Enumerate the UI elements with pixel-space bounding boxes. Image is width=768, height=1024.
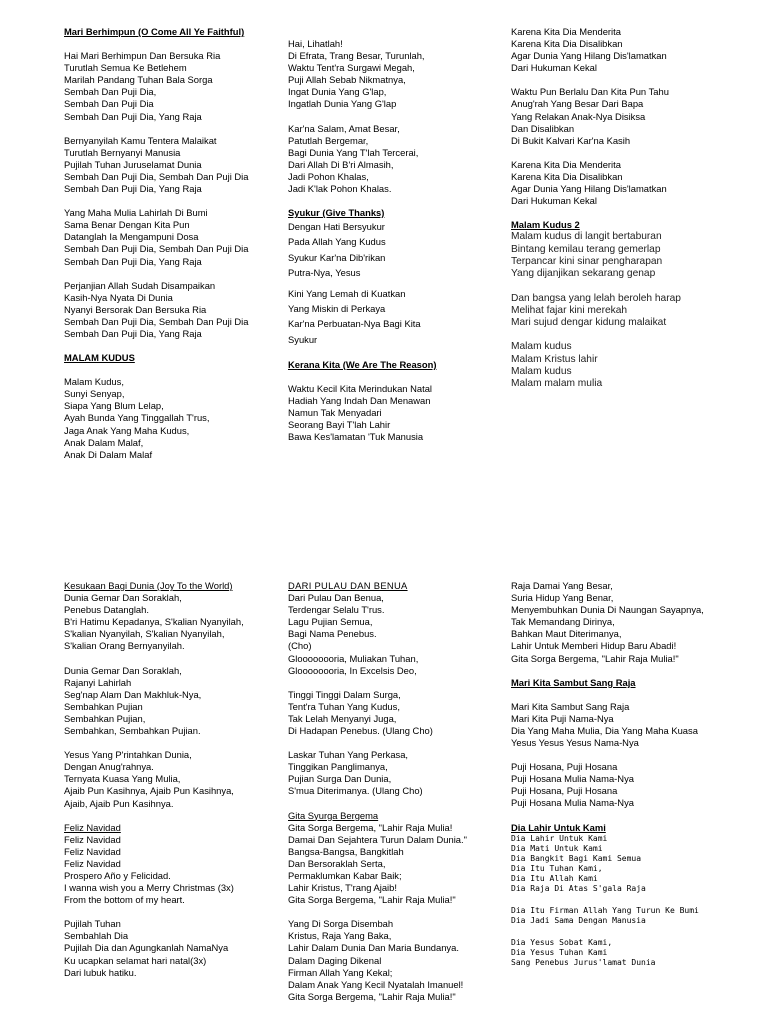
lyric-line: Yang Relakan Anak-Nya Disiksa — [511, 110, 646, 122]
lyric-line: Tinggikan Panglimanya, — [288, 761, 388, 773]
verse — [511, 580, 746, 665]
lyric-line: Siapa Yang Blum Lelap, — [64, 400, 164, 412]
lyric-line: Jadi K'lak Pohon Khalas. — [288, 183, 392, 195]
lyric-line: Bagi Dunia Yang T'lah Tercerai, — [288, 146, 419, 158]
song-title: Kesukaan Bagi Dunia (Joy To the World) — [64, 580, 233, 591]
lyric-line: From the bottom of my heart. — [64, 894, 185, 906]
lyric-line: Agar Dunia Yang Hilang Dis'lamatkan — [511, 183, 667, 195]
lyric-line: Kristus, Raja Yang Baka, — [288, 930, 392, 942]
lyric-line: Puji Hosana, Puji Hosana — [511, 761, 618, 773]
lyric-line: Penebus Datanglah. — [64, 604, 149, 616]
lyric-line: Agar Dunia Yang Hilang Dis'lamatkan — [511, 50, 667, 62]
lyric-line: Jaga Anak Yang Maha Kudus, — [64, 424, 190, 436]
verse — [64, 50, 299, 123]
lyric-line: Dari lubuk hatiku. — [64, 966, 137, 978]
lyric-line: Dia Yesus Sobat Kami, — [511, 937, 613, 947]
verse — [511, 293, 746, 330]
lyric-line: Sembahkan Pujian, — [64, 712, 146, 724]
lyric-line: Lahir Kristus, T'rang Ajaib! — [288, 882, 397, 894]
lyric-line: Di Hadapan Penebus. (Ulang Cho) — [288, 725, 433, 737]
lyric-line: Rajanyi Lahirlah — [64, 676, 132, 688]
lyric-line: Yang Maha Mulia Lahirlah Di Bumi — [64, 207, 208, 219]
lyric-line: Karena Kita Dia Disalibkan — [511, 170, 623, 182]
lyric-line: Sembah Dan Puji Dia, Yang Raja — [64, 255, 202, 267]
song-title: Kerana Kita (We Are The Reason) — [288, 358, 437, 370]
lyric-line: Yesus Yesus Yesus Nama-Nya — [511, 737, 639, 749]
song-title: Dia Lahir Untuk Kami — [511, 821, 606, 833]
lyric-line: Prospero Año y Felicidad. — [64, 869, 171, 881]
lyric-line: Dia Itu Firman Allah Yang Turun Ke Bumi — [511, 905, 699, 915]
lyric-line: Dari Hukuman Kekal — [511, 195, 597, 207]
lyric-line: I wanna wish you a Merry Christmas (3x) — [64, 882, 234, 894]
column-top-right — [511, 26, 746, 391]
lyric-line: Sembah Dan Puji Dia, Yang Raja — [64, 183, 202, 195]
lyric-line: Sembah Dan Puji Dia, Sembah Dan Puji Dia — [64, 315, 249, 327]
lyric-line: Anak Di Dalam Malaf — [64, 448, 153, 460]
verse — [64, 665, 299, 738]
verse — [64, 918, 299, 978]
lyric-line: Dia Bangkit Bagi Kami Semua — [511, 853, 642, 863]
lyric-line: Lagu Pujian Semua, — [288, 616, 373, 628]
lyric-line: Malam kudus — [511, 341, 572, 353]
lyric-line: Dan Bersoraklah Serta, — [288, 857, 386, 869]
lyric-line: Bawa Kes'lamatan 'Tuk Manusia — [288, 431, 424, 443]
lyric-line: Mari sujud dengar kidung malaikat — [511, 317, 667, 329]
lyric-line: Bahkan Maut Diterimanya, — [511, 628, 622, 640]
verse — [511, 761, 746, 809]
lyric-line: Dia Yang Maha Mulia, Dia Yang Maha Kuasa — [511, 724, 698, 736]
verse — [511, 938, 746, 968]
verse — [64, 376, 299, 461]
verse — [288, 592, 523, 677]
lyric-line: (Cho) — [288, 640, 312, 652]
lyric-line: Karena Kita Dia Menderita — [511, 26, 621, 37]
lyric-line: Dari Allah Di B'ri Almasih, — [288, 158, 394, 170]
lyric-line: Waktu Tent'ra Surgawi Megah, — [288, 62, 415, 74]
lyric-line: Puji Allah Sebab Nikmatnya, — [288, 74, 406, 86]
lyric-line: Turutlah Bernyanyi Manusia — [64, 146, 181, 158]
lyric-line: Pujilah Dia dan Agungkanlah NamaNya — [64, 942, 229, 954]
lyric-line: Seg'nap Alam Dan Makhluk-Nya, — [64, 688, 202, 700]
lyric-line: S'mua Diterimanya. (Ulang Cho) — [288, 785, 423, 797]
lyric-line: Ajaib Pun Kasihnya, Ajaib Pun Kasihnya, — [64, 785, 234, 797]
lyric-line: Syukur Kar'na Dib'rikan — [288, 251, 386, 263]
verse — [288, 918, 523, 1003]
lyric-line: Yang Di Sorga Disembah — [288, 918, 394, 930]
lyric-line: Sunyi Senyap, — [64, 388, 125, 400]
lyric-line: Pujian Surga Dan Dunia, — [288, 773, 392, 785]
verse — [511, 159, 746, 207]
verse — [511, 906, 746, 926]
song-title: Gita Syurga Bergema — [288, 809, 379, 821]
lyric-line: S'kalian Orang Bernyanyilah. — [64, 640, 185, 652]
lyric-line: Bagi Nama Penebus. — [288, 628, 377, 640]
lyric-line: Turutlah Semua Ke Betlehem — [64, 62, 187, 74]
lyric-line: Feliz Navidad — [64, 833, 121, 845]
lyric-line: Pujilah Tuhan — [64, 918, 121, 930]
lyric-line: Feliz Navidad — [64, 857, 121, 869]
lyric-line: Gita Sorga Bergema, "Lahir Raja Mulia!" — [511, 652, 679, 664]
lyric-line: Karena Kita Dia Disalibkan — [511, 38, 623, 50]
lyric-line: Raja Damai Yang Besar, — [511, 580, 613, 591]
verse — [511, 231, 746, 280]
song-title: DARI PULAU DAN BENUA — [288, 580, 408, 591]
lyric-line: Feliz Navidad — [64, 845, 121, 857]
verse — [64, 280, 299, 340]
lyric-line: Kar'na Salam, Amat Besar, — [288, 122, 400, 134]
lyric-line: Firman Allah Yang Kekal; — [288, 966, 393, 978]
lyric-line: Permaklumkan Kabar Baik; — [288, 869, 402, 881]
lyric-line: Sembah Dan Puji Dia — [64, 98, 154, 110]
lyric-line: Menyembuhkan Dunia Di Naungan Sayapnya, — [511, 604, 704, 616]
lyric-line: Dari Hukuman Kekal — [511, 62, 597, 74]
lyric-line: Tinggi Tinggi Dalam Surga, — [288, 688, 401, 700]
lyric-line: Bintang kemilau terang gemerlap — [511, 243, 661, 255]
lyric-line: Dia Lahir Untuk Kami — [511, 833, 608, 843]
lyric-line: Sembah Dan Puji Dia, Sembah Dan Puji Dia — [64, 243, 249, 255]
lyric-line: Gloooooooria, In Excelsis Deo, — [288, 664, 417, 676]
lyric-line: Gita Sorga Bergema, "Lahir Raja Mulia!" — [288, 894, 456, 906]
lyric-line: Dengan Anug'rahnya. — [64, 761, 154, 773]
lyric-line: Yang Miskin di Perkaya — [288, 303, 386, 315]
lyric-line: Patutlah Bergemar, — [288, 134, 369, 146]
lyric-line: Sembahlah Dia — [64, 930, 129, 942]
song-title: Mari Kita Sambut Sang Raja — [511, 676, 636, 688]
lyric-line: Gita Sorga Bergema, "Lahir Raja Mulia! — [288, 821, 453, 833]
lyric-line: Sembahkan, Sembahkan Pujian. — [64, 725, 201, 737]
lyric-line: Waktu Kecil Kita Merindukan Natal — [288, 382, 432, 394]
lyric-line: Malam kudus di langit bertaburan — [511, 231, 662, 243]
lyric-line: Dari Pulau Dan Benua, — [288, 592, 384, 604]
lyric-line: Ingatlah Dunia Yang G'lap — [288, 98, 397, 110]
lyric-line: Jadi Pohon Khalas, — [288, 170, 369, 182]
lyric-line: Hadiah Yang Indah Dan Menawan — [288, 395, 431, 407]
column-top-left — [64, 26, 299, 461]
lyric-line: Anak Dalam Malaf, — [64, 436, 144, 448]
lyric-line: Sang Penebus Jurus'lamat Dunia — [511, 957, 656, 967]
lyric-line: Bangsa-Bangsa, Bangkitlah — [288, 845, 404, 857]
verse — [511, 26, 746, 74]
verse — [64, 207, 299, 267]
lyric-line: Sembah Dan Puji Dia, — [64, 86, 157, 98]
lyric-line: Dan Disalibkan — [511, 122, 575, 134]
verse — [288, 219, 523, 280]
lyric-line: Gloooooooria, Muliakan Tuhan, — [288, 652, 419, 664]
lyric-line: Kasih-Nya Nyata Di Dunia — [64, 291, 173, 303]
lyric-line: Dia Yesus Tuhan Kami — [511, 947, 608, 957]
lyric-line: Sembahkan Pujian — [64, 700, 143, 712]
lyric-line: Dan bangsa yang lelah beroleh harap — [511, 292, 681, 304]
lyric-line: Damai Dan Sejahtera Turun Dalam Dunia." — [288, 833, 467, 845]
lyric-line: Sembah Dan Puji Dia, Yang Raja — [64, 327, 202, 339]
verse — [288, 286, 523, 347]
lyric-line: Lahir Dalam Dunia Dan Maria Bundanya. — [288, 942, 459, 954]
verse — [64, 749, 299, 809]
lyric-line: Syukur — [288, 333, 318, 345]
verse — [511, 341, 746, 390]
lyric-line: Hai, Lihatlah! — [288, 38, 343, 49]
lyric-line: Nyanyi Bersorak Dan Bersuka Ria — [64, 303, 207, 315]
lyric-line: Ajaib, Ajaib Pun Kasihnya. — [64, 797, 174, 809]
verse — [64, 135, 299, 195]
lyric-line: Dia Raja Di Atas S'gala Raja — [511, 883, 646, 893]
lyric-line: Marilah Pandang Tuhan Bala Sorga — [64, 74, 213, 86]
lyric-line: Puji Hosana, Puji Hosana — [511, 785, 618, 797]
lyric-line: Waktu Pun Berlalu Dan Kita Pun Tahu — [511, 86, 669, 98]
verse — [511, 834, 746, 894]
lyric-line: Dia Itu Allah Kami — [511, 873, 598, 883]
lyric-line: Bernyanyilah Kamu Tentera Malaikat — [64, 134, 217, 146]
song-title: Syukur (Give Thanks) — [288, 207, 385, 219]
verse — [288, 822, 523, 907]
lyric-line: Tak Memandang Dirinya, — [511, 616, 615, 628]
lyric-line: Perjanjian Allah Sudah Disampaikan — [64, 279, 216, 291]
lyric-line: Dunia Gemar Dan Soraklah, — [64, 592, 182, 604]
verse — [511, 701, 746, 749]
verse — [288, 689, 523, 737]
lyric-line: Mari Kita Sambut Sang Raja — [511, 700, 630, 712]
lyric-line: Tent'ra Tuhan Yang Kudus, — [288, 700, 400, 712]
lyric-line: Seorang Bayi T'lah Lahir — [288, 419, 391, 431]
lyric-line: Datanglah Ia Mengampuni Dosa — [64, 231, 199, 243]
lyric-line: B'ri Hatimu Kepadanya, S'kalian Nyanyilah, — [64, 616, 244, 628]
lyric-line: Melihat fajar kini merekah — [511, 304, 628, 316]
song-title: Mari Berhimpun (O Come All Ye Faithful) — [64, 26, 245, 37]
lyric-line: Dengan Hati Bersyukur — [288, 221, 385, 233]
lyric-line: Kar'na Perbuatan-Nya Bagi Kita — [288, 318, 421, 330]
lyric-line: Lahir Untuk Memberi Hidup Baru Abadi! — [511, 640, 677, 652]
lyric-line: Ayah Bunda Yang Tinggallah T'rus, — [64, 412, 210, 424]
lyric-line: Kini Yang Lemah di Kuatkan — [288, 288, 406, 300]
lyric-line: Malam malam mulia — [511, 378, 603, 390]
lyric-line: Malam Kristus lahir — [511, 353, 598, 365]
lyric-line: Tak Lelah Menyanyi Juga, — [288, 712, 397, 724]
verse — [64, 834, 299, 907]
lyric-line: Terdengar Selalu T'rus. — [288, 604, 385, 616]
lyric-line: Namun Tak Menyadari — [288, 407, 382, 419]
lyric-line: Malam kudus — [511, 365, 572, 377]
lyric-line: Dia Mati Untuk Kami — [511, 843, 603, 853]
lyric-line: Laskar Tuhan Yang Perkasa, — [288, 749, 409, 761]
lyric-line: Anug'rah Yang Besar Dari Bapa — [511, 98, 644, 110]
verse — [288, 123, 523, 196]
lyric-line: S'kalian Nyanyilah, S'kalian Nyanyilah, — [64, 628, 225, 640]
verse — [511, 86, 746, 146]
lyric-line: Dalam Daging Dikenal — [288, 954, 382, 966]
lyric-line: Hai Mari Berhimpun Dan Bersuka Ria — [64, 50, 221, 62]
verse — [64, 592, 299, 652]
lyric-line: Dunia Gemar Dan Soraklah, — [64, 664, 182, 676]
lyric-line: Pada Allah Yang Kudus — [288, 236, 386, 248]
column-bottom-right — [511, 580, 746, 968]
lyric-line: Puji Hosana Mulia Nama-Nya — [511, 773, 634, 785]
lyric-line: Sembah Dan Puji Dia, Yang Raja — [64, 110, 202, 122]
lyric-line: Di Efrata, Trang Besar, Turunlah, — [288, 50, 425, 62]
lyric-line: Suria Hidup Yang Benar, — [511, 592, 614, 604]
lyric-line: Dia Jadi Sama Dengan Manusia — [511, 915, 646, 925]
lyric-line: Ku ucapkan selamat hari natal(3x) — [64, 954, 207, 966]
lyric-line: Di Bukit Kalvari Kar'na Kasih — [511, 134, 631, 146]
column-bottom-middle — [288, 580, 523, 1003]
lyric-line: Pujilah Tuhan Juruselamat Dunia — [64, 158, 202, 170]
lyric-line: Ternyata Kuasa Yang Mulia, — [64, 773, 181, 785]
column-bottom-left — [64, 580, 299, 979]
column-top-middle — [288, 38, 523, 443]
song-title: Malam Kudus 2 — [511, 219, 580, 231]
lyric-line: Ingat Dunia Yang G'lap, — [288, 86, 387, 98]
lyric-line: Mari Kita Puji Nama-Nya — [511, 712, 614, 724]
lyric-line: Yesus Yang P'rintahkan Dunia, — [64, 749, 192, 761]
song-title: Feliz Navidad — [64, 821, 121, 833]
verse — [288, 749, 523, 797]
lyric-line: Sama Benar Dengan Kita Pun — [64, 219, 190, 231]
verse — [288, 383, 523, 443]
verse — [288, 38, 523, 111]
lyric-line: Dalam Anak Yang Kecil Nyatalah Imanuel! — [288, 978, 464, 990]
lyric-line: Dia Itu Tuhan Kami, — [511, 863, 603, 873]
lyric-line: Karena Kita Dia Menderita — [511, 158, 621, 170]
lyric-line: Sembah Dan Puji Dia, Sembah Dan Puji Dia — [64, 170, 249, 182]
lyric-line: Terpancar kini sinar pengharapan — [511, 255, 663, 267]
song-title: MALAM KUDUS — [64, 352, 135, 364]
lyric-line: Yang dijanjikan sekarang genap — [511, 268, 656, 280]
lyric-line: Putra-Nya, Yesus — [288, 266, 361, 278]
lyric-line: Malam Kudus, — [64, 376, 124, 388]
lyric-line: Gita Sorga Bergema, "Lahir Raja Mulia!" — [288, 990, 456, 1002]
lyric-line: Puji Hosana Mulia Nama-Nya — [511, 797, 634, 809]
